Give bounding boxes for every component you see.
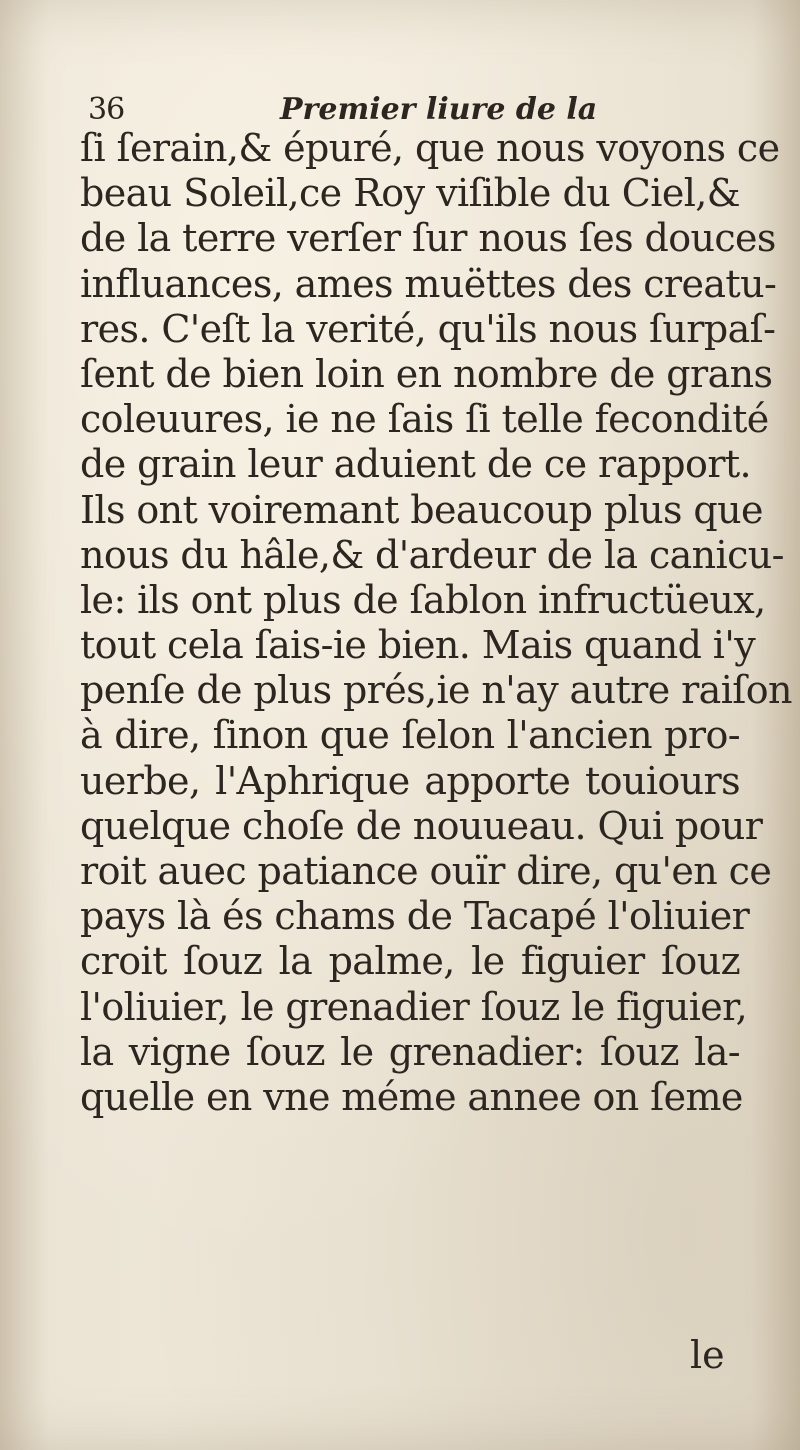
text-line: à dire, ſinon que ſelon l'ancien pro- — [80, 713, 740, 758]
catchword: le — [690, 1333, 725, 1377]
body-text — [80, 126, 792, 1120]
text-line: beau Soleil,ce Roy viſible du Ciel,& — [80, 171, 740, 216]
text-line: la vigne ſouz le grenadier: ſouz la- — [80, 1029, 740, 1074]
text-line: tout cela ſais-ie bien. Mais quand i'y — [80, 623, 756, 668]
text-line: ſent de bien loin en nombre de grans — [80, 351, 773, 396]
text-line: quelle en vne méme annee on ſeme — [80, 1074, 743, 1119]
page-number: 36 — [88, 92, 125, 127]
text-line: coleuures, ie ne ſais ſi telle fecondité — [80, 397, 769, 442]
text-line: ſi ſerain,& épuré, que nous voyons ce — [80, 126, 780, 170]
text-line: quelque choſe de nouueau. Qui pour — [80, 803, 763, 848]
text-line: de grain leur aduient de ce rapport. — [80, 442, 752, 487]
text-line: de la terre verſer ſur nous ſes douces — [80, 216, 776, 261]
text-line: nous du hâle,& d'ardeur de la canicu- — [80, 532, 784, 577]
running-head: Premier liure de la — [280, 92, 598, 127]
text-line: uerbe, l'Aphrique apporte touiours — [80, 758, 740, 803]
text-line: le: ils ont plus de ſablon infructüeux, — [80, 577, 766, 622]
text-line: l'oliuier, le grenadier ſouz le figuier, — [80, 984, 748, 1029]
text-line: pays là és chams de Tacapé l'oliuier — [80, 894, 750, 939]
text-line: influances, ames muëttes des creatu- — [80, 261, 777, 306]
text-line: res. C'eſt la verité, qu'ils nous ſurpaſ- — [80, 306, 776, 351]
text-line: penſe de plus prés,ie n'ay autre raiſon — [80, 668, 792, 713]
text-line: Ils ont voiremant beaucoup plus que — [80, 487, 763, 532]
text-line: croit ſouz la palme, le figuier ſouz — [80, 939, 740, 984]
text-line: roit auec patiance ouïr dire, qu'en ce — [80, 849, 772, 893]
